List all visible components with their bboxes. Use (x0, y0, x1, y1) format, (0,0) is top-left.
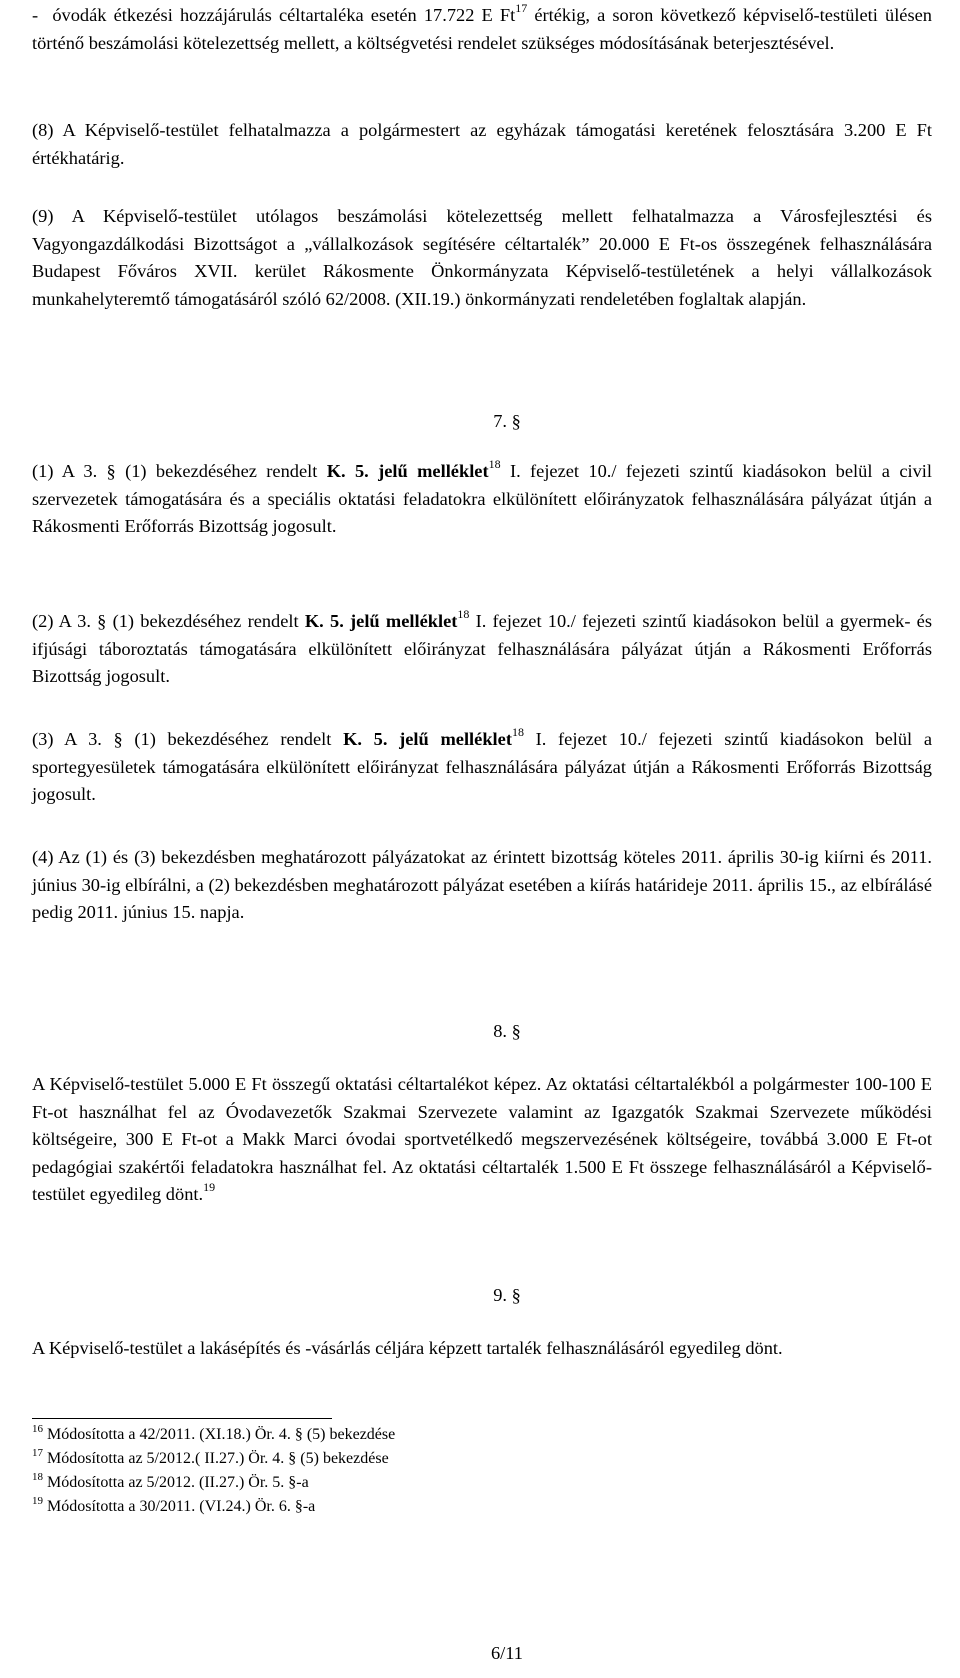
footnote-ref[interactable]: 17 (515, 1, 528, 15)
footnote-text: Módosította a 30/2011. (VI.24.) Ör. 6. §-a (43, 1498, 316, 1515)
section-7-paragraph-3 (32, 726, 932, 809)
section-heading-8: 8. § (493, 1021, 521, 1041)
annex-reference: K. 5. jelű melléklet (343, 729, 512, 749)
footnote-number: 16 (32, 1423, 43, 1435)
footnote-text: Módosította a 42/2011. (XI.18.) Ör. 4. § (5) bekezdése (43, 1426, 396, 1443)
text-run: (2) A 3. § (1) bekezdéséhez rendelt (32, 611, 305, 631)
footnote-ref[interactable]: 18 (488, 457, 501, 471)
footnote-ref[interactable]: 19 (203, 1180, 216, 1195)
section-heading-7: 7. § (493, 411, 521, 431)
text-run: (3) A 3. § (1) bekezdéséhez rendelt (32, 729, 344, 749)
text-run: (1) A 3. § (1) bekezdéséhez rendelt (32, 461, 327, 481)
section-heading-9: 9. § (493, 1285, 521, 1305)
text-run: A Képviselő-testület 5.000 E Ft összegű oktatási céltartalékot képez. Az oktatási céltartalékból a polgármester 100-100 E Ft-ot használhat fel az Óvodavezetők Szakmai Szervezete valamint az Igazgatók Szakmai Szervezete működési költségeire, 300 E Ft-ot a Makk Marci óvodai sportvetélkedő megszervezésének költségeire, továbbá 3.000 E Ft-ot pedagógiai szakértői feladatokra használhat fel. Az oktatási céltartalék 1.500 E Ft összege felhasználásáról a Képviselő-testület egyedileg dönt. (32, 1074, 932, 1205)
section-7-paragraph-1 (32, 458, 932, 541)
footnote-16 (32, 1423, 932, 1447)
footnote-divider (32, 1418, 332, 1419)
footnote-17 (32, 1447, 932, 1471)
paragraph-prev-item (32, 2, 932, 57)
text-run: értékig, a soron következő képviselő-testületi ülésen történő beszámolási kötelezettség mellett, a költségvetési rendelet szükséges módosításának beterjesztésével. (32, 5, 932, 53)
section-8-paragraph (32, 1071, 932, 1209)
footnote-18 (32, 1471, 932, 1495)
footnote-number: 17 (32, 1447, 43, 1459)
text-run: - óvodák étkezési hozzájárulás céltartaléka esetén 17.722 E Ft (32, 5, 516, 25)
text-run: I. fejezet 10./ fejezeti szintű kiadásokon belül a civil szervezetek támogatására és a speciális oktatási feladatokra elkülönített előirányzatok felhasználására pályázat útján a Rákosmenti Erőforrás Bizottság jogosult. (32, 461, 932, 537)
annex-reference: K. 5. jelű melléklet (326, 461, 489, 481)
annex-reference: K. 5. jelű melléklet (304, 611, 458, 631)
footnote-number: 18 (32, 1471, 43, 1483)
footnote-list (32, 1423, 932, 1519)
text-run: I. fejezet 10./ fejezeti szintű kiadásokon belül a sportegyesületek támogatására elkülönített előirányzat felhasználására pályázat útján a Rákosmenti Erőforrás Bizottság jogosult. (32, 729, 932, 805)
footnote-ref[interactable]: 18 (457, 607, 470, 621)
section-7-paragraph-4: (4) Az (1) és (3) bekezdésben meghatározott pályázatokat az érintett bizottság köteles 2011. április 30-ig kiírni és 2011. június 30-ig elbírálni, a (2) bekezdésben meghatározott pályázat esetében a kiírás határideje 2011. április 15., az elbírálásé pedig 2011. június 15. napja. (32, 847, 932, 923)
footnote-19 (32, 1495, 932, 1519)
page-number: 6/11 (490, 1643, 523, 1663)
footnote-text: Módosította az 5/2012.( II.27.) Ör. 4. § (5) bekezdése (43, 1450, 389, 1467)
section-7-paragraph-2 (32, 608, 932, 691)
section-9-paragraph: A Képviselő-testület a lakásépítés és -vásárlás céljára képzett tartalék felhasználásáról egyedileg dönt. (32, 1338, 783, 1358)
paragraph-8: (8) A Képviselő-testület felhatalmazza a polgármestert az egyházak támogatási keretének felosztására 3.200 E Ft értékhatárig. (32, 120, 932, 168)
footnote-text: Módosította az 5/2012. (II.27.) Ör. 5. §-a (43, 1474, 309, 1491)
paragraph-9: (9) A Képviselő-testület utólagos beszámolási kötelezettség mellett felhatalmazza a Városfejlesztési és Vagyongazdálkodási Bizottságot a „vállalkozások segítésére céltartalék” 20.000 E Ft-os összegének felhasználására Budapest Főváros XVII. kerület Rákosmente Önkormányzata Képviselő-testületének a helyi vállalkozások munkahelyteremtő támogatásáról szóló 62/2008. (XII.19.) önkormányzati rendeletében foglaltak alapján. (32, 206, 932, 309)
footnote-number: 19 (32, 1495, 43, 1507)
text-run: I. fejezet 10./ fejezeti szintű kiadásokon belül a gyermek- és ifjúsági táboroztatás támogatására elkülönített előirányzat felhasználására pályázat útján a Rákosmenti Erőforrás Bizottság jogosult. (32, 611, 932, 687)
footnote-ref[interactable]: 18 (511, 725, 524, 739)
